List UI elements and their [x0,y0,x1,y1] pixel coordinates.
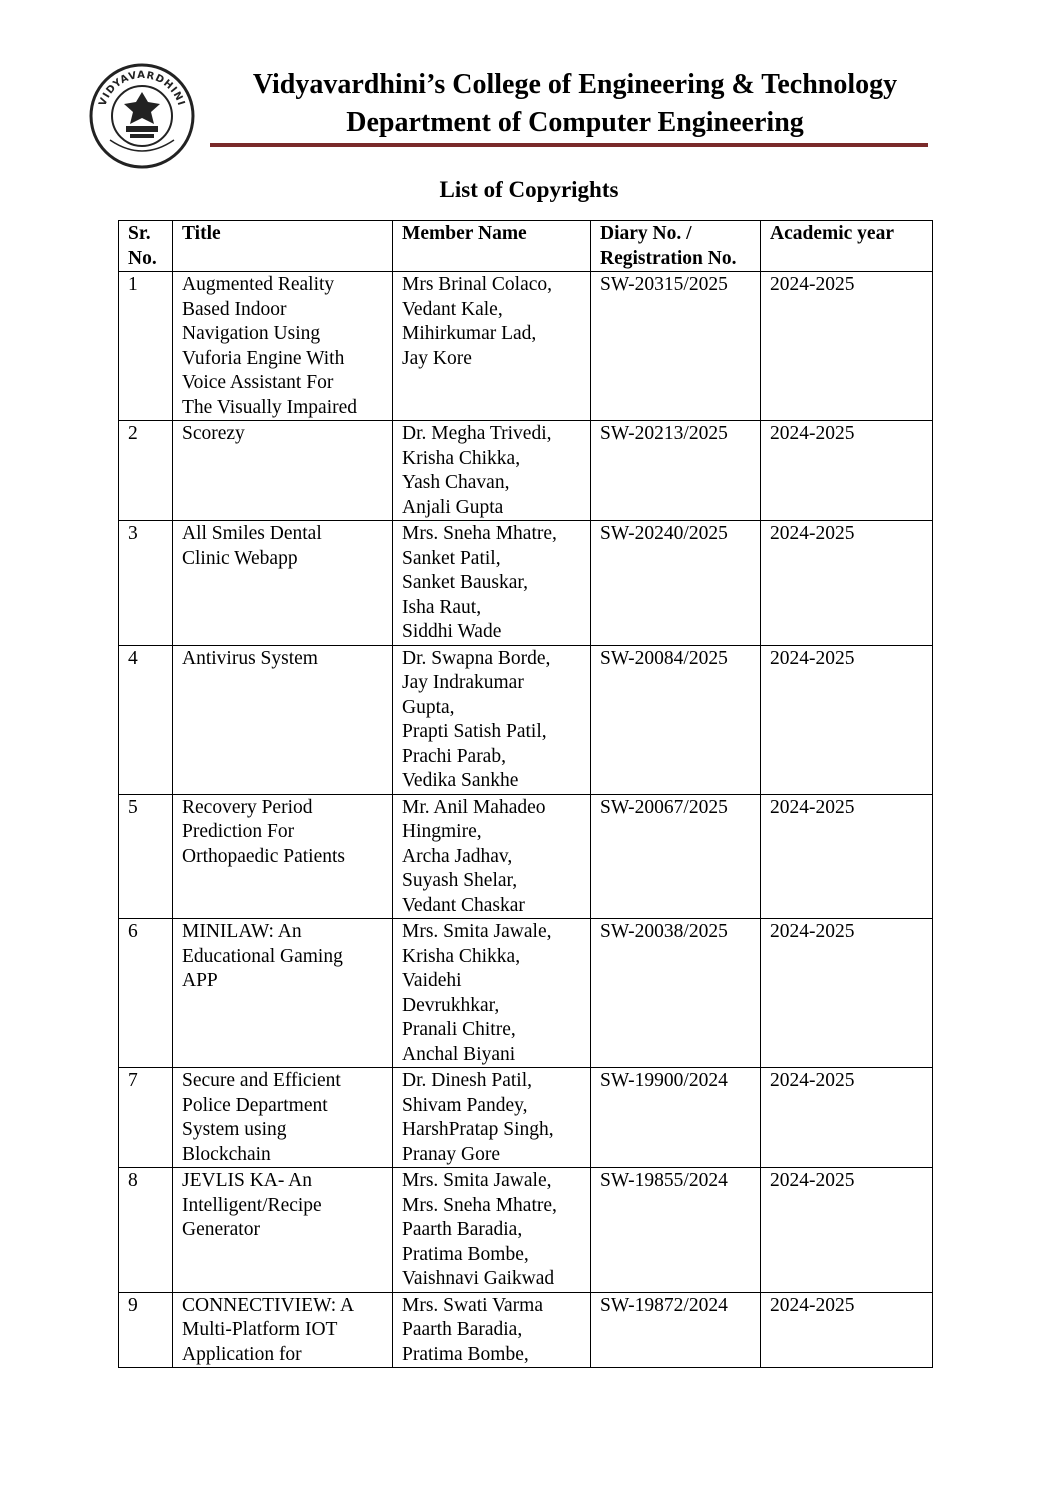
cell-year: 2024-2025 [761,272,933,421]
department-name: Department of Computer Engineering [346,107,804,138]
cell-members: Mrs. Smita Jawale, Mrs. Sneha Mhatre, Paarth Baradia, Pratima Bombe, Vaishnavi Gaikwad [393,1168,591,1293]
cell-diary: SW-20240/2025 [591,521,761,646]
header-rule [210,143,928,147]
cell-title: CONNECTIVIEW: A Multi-Platform IOT Application for [173,1292,393,1368]
cell-title: All Smiles Dental Clinic Webapp [173,521,393,646]
table-row [119,272,933,421]
col-header-sr-no: Sr. No. [119,221,173,272]
college-seal-icon [88,62,196,170]
document-title: List of Copyrights [439,177,619,202]
cell-sr: 2 [119,421,173,521]
table-row [119,421,933,521]
col-header-member-name: Member Name [393,221,591,272]
table-row [119,1068,933,1168]
cell-year: 2024-2025 [761,421,933,521]
college-name: Vidyavardhini’s College of Engineering & Technology [252,69,898,100]
cell-sr: 6 [119,919,173,1068]
cell-diary: SW-19855/2024 [591,1168,761,1293]
cell-sr: 7 [119,1068,173,1168]
copyrights-table [118,220,933,1368]
cell-diary: SW-20213/2025 [591,421,761,521]
cell-sr: 4 [119,645,173,794]
cell-year: 2024-2025 [761,1292,933,1368]
cell-diary: SW-20067/2025 [591,794,761,919]
cell-diary: SW-19900/2024 [591,1068,761,1168]
cell-title: Augmented Reality Based Indoor Navigation Using Vuforia Engine With Voice Assistant For The Visually Impaired [173,272,393,421]
table-row [119,1168,933,1293]
cell-title: Antivirus System [173,645,393,794]
cell-year: 2024-2025 [761,919,933,1068]
cell-diary: SW-20315/2025 [591,272,761,421]
cell-year: 2024-2025 [761,1168,933,1293]
cell-year: 2024-2025 [761,1068,933,1168]
cell-diary: SW-19872/2024 [591,1292,761,1368]
table-row [119,521,933,646]
cell-year: 2024-2025 [761,521,933,646]
cell-diary: SW-20038/2025 [591,919,761,1068]
cell-members: Dr. Dinesh Patil, Shivam Pandey, HarshPratap Singh, Pranay Gore [393,1068,591,1168]
cell-sr: 9 [119,1292,173,1368]
cell-members: Mrs. Swati Varma Paarth Baradia, Pratima Bombe, [393,1292,591,1368]
cell-members: Dr. Megha Trivedi, Krisha Chikka, Yash Chavan, Anjali Gupta [393,421,591,521]
col-header-academic-year: Academic year [761,221,933,272]
cell-members: Mr. Anil Mahadeo Hingmire, Archa Jadhav, Suyash Shelar, Vedant Chaskar [393,794,591,919]
cell-members: Mrs. Smita Jawale, Krisha Chikka, Vaidehi Devrukhkar, Pranali Chitre, Anchal Biyani [393,919,591,1068]
cell-sr: 3 [119,521,173,646]
cell-year: 2024-2025 [761,645,933,794]
cell-sr: 5 [119,794,173,919]
table-row [119,794,933,919]
table-header-row [119,221,933,272]
cell-members: Dr. Swapna Borde, Jay Indrakumar Gupta, Prapti Satish Patil, Prachi Parab, Vedika Sankhe [393,645,591,794]
cell-title: JEVLIS KA- An Intelligent/Recipe Generator [173,1168,393,1293]
cell-title: Scorezy [173,421,393,521]
cell-sr: 1 [119,272,173,421]
cell-year: 2024-2025 [761,794,933,919]
cell-members: Mrs. Sneha Mhatre, Sanket Patil, Sanket Bauskar, Isha Raut, Siddhi Wade [393,521,591,646]
cell-title: Recovery Period Prediction For Orthopaedic Patients [173,794,393,919]
seal-text: VIDYAVARDHINI [97,69,187,108]
cell-diary: SW-20084/2025 [591,645,761,794]
col-header-diary-no: Diary No. / Registration No. [591,221,761,272]
cell-sr: 8 [119,1168,173,1293]
cell-title: Secure and Efficient Police Department System using Blockchain [173,1068,393,1168]
cell-title: MINILAW: An Educational Gaming APP [173,919,393,1068]
col-header-title: Title [173,221,393,272]
cell-members: Mrs Brinal Colaco, Vedant Kale, Mihirkumar Lad, Jay Kore [393,272,591,421]
table-row [119,1292,933,1368]
table-row [119,645,933,794]
table-row [119,919,933,1068]
